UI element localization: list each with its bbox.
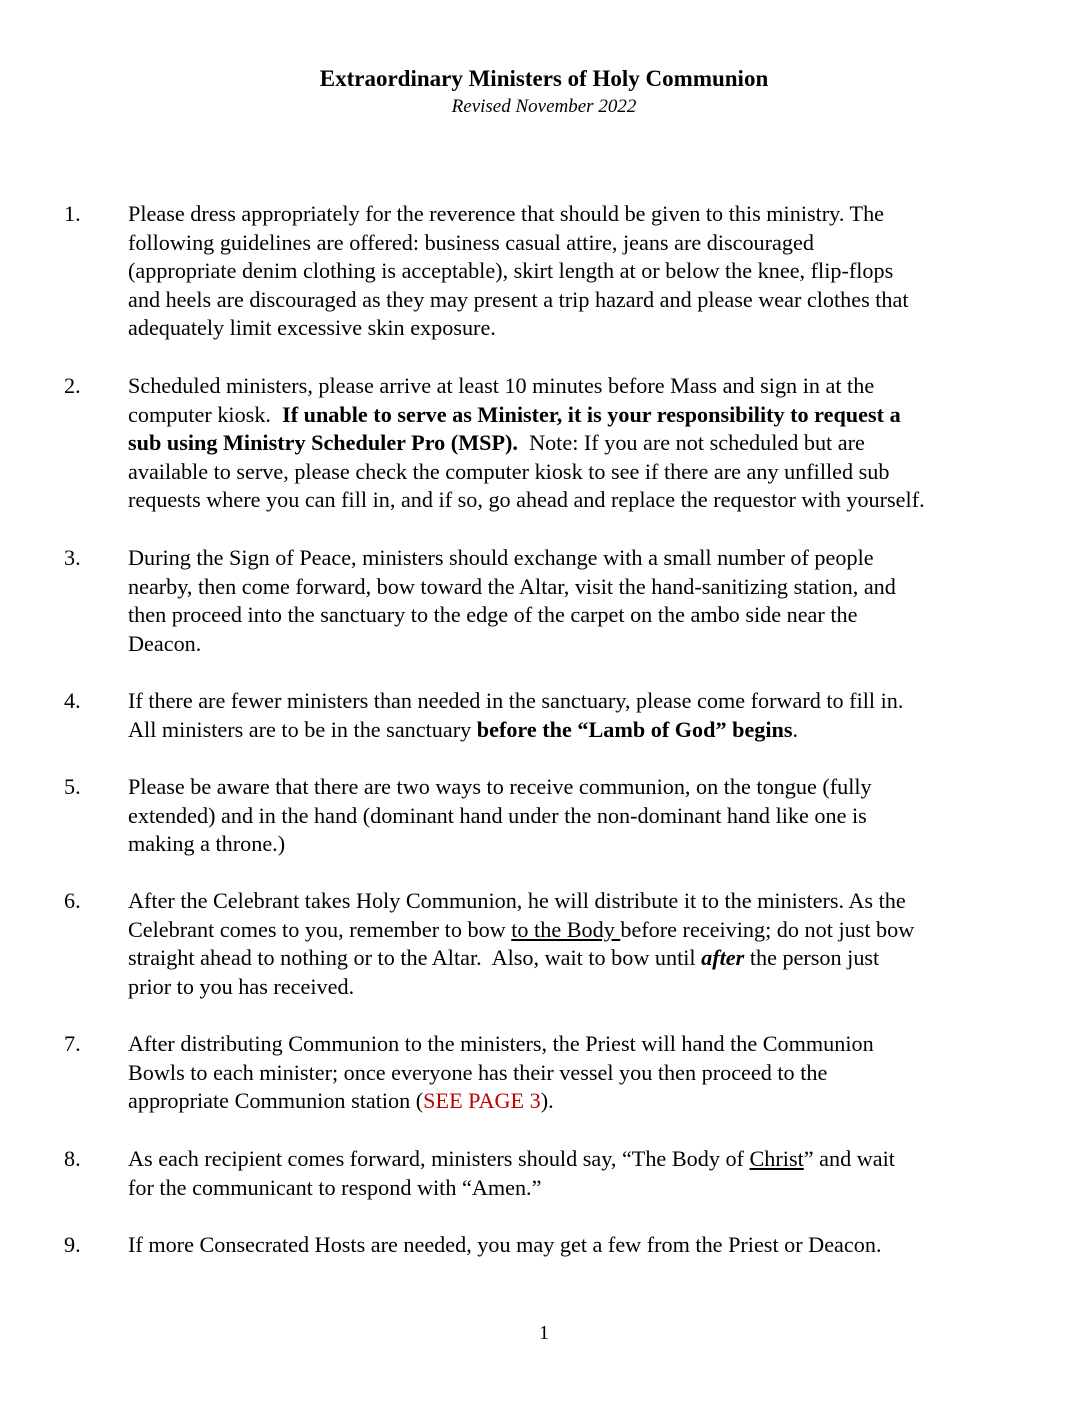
text-line: available to serve, please check the computer kiosk to see if there are any unfilled sub [128,458,890,484]
text-line: Bowls to each minister; once everyone has their vessel you then proceed to the [128,1059,828,1085]
text-run: All ministers are to be in the sanctuary [128,716,477,742]
text-run: As each recipient comes forward, ministers should say, “The Body of [128,1146,750,1171]
list-item-text [128,887,1028,1001]
text-line [128,401,1028,430]
text-run: ” and wait [803,1146,895,1171]
text-line: After distributing Communion to the ministers, the Priest will hand the Communion [128,1031,874,1056]
text-line: for the communicant to respond with “Amen.” [128,1174,542,1200]
text-line: adequately limit excessive skin exposure. [128,315,496,341]
text-run: appropriate Communion station ( [128,1088,424,1114]
text-line: If there are fewer ministers than needed in the sanctuary, please come forward to fill in. [128,688,904,713]
bold-text: before the “Lamb of God” begins [476,716,793,742]
list-item-text [128,544,1028,658]
text-line: Please dress appropriately for the reverence that should be given to this ministry. The [128,201,885,226]
bold-text: If unable to serve as Minister, it is your responsibility to request a [282,401,901,427]
text-line: Deacon. [128,630,202,656]
list-item-number: 6. [64,888,81,913]
text-run: computer kiosk. [128,401,283,427]
text-line: and heels are discouraged as they may present a trip hazard and please wear clothes that [128,286,909,312]
list-item-text [128,773,1028,859]
text-run: Celebrant comes to you, remember to bow [128,916,512,942]
text-run: the person just [744,945,880,971]
bold-text: sub using Ministry Scheduler Pro (MSP). [128,430,518,456]
text-line: making a throne.) [128,831,286,857]
text-line: prior to you has received. [128,973,355,999]
text-line: (appropriate denim clothing is acceptable), skirt length at or below the knee, flip-flops [128,258,894,284]
page-number: 1 [539,1322,549,1344]
page-reference-link[interactable]: SEE PAGE 3 [423,1088,541,1114]
document-title: Extraordinary Ministers of Holy Communion [319,66,769,91]
text-line: requests where you can fill in, and if so, go ahead and replace the requestor with yourself. [128,487,925,513]
text-line: After the Celebrant takes Holy Communion, he will distribute it to the ministers. As the [128,888,906,913]
list-item-number: 1. [64,201,81,226]
list-item-number: 9. [64,1232,81,1257]
list-item-number: 5. [64,774,81,799]
document-subtitle: Revised November 2022 [451,96,637,117]
text-line: Scheduled ministers, please arrive at least 10 minutes before Mass and sign in at the [128,373,875,398]
text-line: then proceed into the sanctuary to the edge of the carpet on the ambo side near the [128,602,858,628]
text-line [128,1087,1028,1116]
list-item-text [128,687,1028,744]
text-line [128,429,1028,458]
text-line: During the Sign of Peace, ministers should exchange with a small number of people [128,545,874,570]
underlined-text: to the Body [511,916,621,942]
text-line [128,944,1028,973]
list-item-number: 2. [64,373,81,398]
text-line: If more Consecrated Hosts are needed, you may get a few from the Priest or Deacon. [128,1232,882,1257]
list-item-text [128,200,1028,343]
text-line [128,716,1028,745]
list-item-number: 3. [64,545,81,570]
text-run: . [792,716,799,742]
text-run: Note: If you are not scheduled but are [517,430,865,456]
list-item-text [128,1231,1028,1260]
text-line: Please be aware that there are two ways to receive communion, on the tongue (fully [128,774,872,799]
text-run: straight ahead to nothing or to the Altar. Also, wait to bow until [128,945,702,971]
underlined-text: Christ [749,1146,804,1171]
text-line [128,1145,1028,1174]
text-run: before receiving; do not just bow [620,916,915,942]
text-line: extended) and in the hand (dominant hand under the non-dominant hand like one is [128,802,867,828]
list-item-text [128,372,1028,515]
text-line [128,916,1028,945]
list-item-text [128,1030,1028,1116]
text-line: following guidelines are offered: business casual attire, jeans are discouraged [128,229,814,255]
list-item-text [128,1145,1028,1202]
text-run: ). [540,1088,554,1114]
text-line: nearby, then come forward, bow toward the Altar, visit the hand-sanitizing station, and [128,573,896,599]
list-item-number: 7. [64,1031,81,1056]
list-item-number: 8. [64,1146,81,1171]
list-item-number: 4. [64,688,81,713]
bold-italic-text: after [701,945,745,971]
